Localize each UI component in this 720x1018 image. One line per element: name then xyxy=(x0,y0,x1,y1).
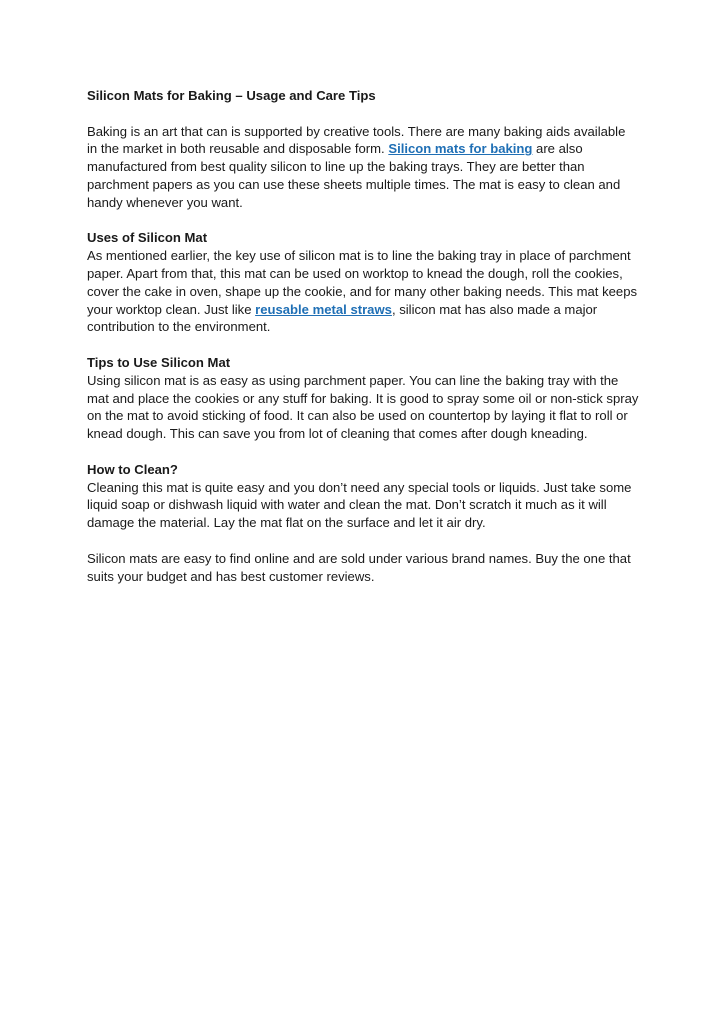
document-title: Silicon Mats for Baking – Usage and Care Tips xyxy=(87,88,376,103)
intro-text-before-link: Baking is an art that can is supported by creative tools. There are many baking aids available in the market in both reusable and disposable form. xyxy=(87,123,626,157)
uses-text-before-link: As mentioned earlier, the key use of silicon mat is to line the baking tray in place of parchment paper. Apart from that, this mat can be used on worktop to knead the dough, roll the cookies, cover the cake in oven, shape up the cookie, and for many other baking needs. This mat keeps your worktop clean. Just like xyxy=(87,248,638,317)
metal-straws-link[interactable]: reusable metal straws xyxy=(255,301,392,317)
silicon-mats-link[interactable]: Silicon mats for baking xyxy=(388,141,533,157)
clean-heading: How to Clean? xyxy=(87,461,178,477)
uses-section xyxy=(87,229,639,336)
document-page xyxy=(87,87,639,603)
closing-paragraph: Silicon mats are easy to find online and are sold under various brand names. Buy the one that suits your budget and has best customer reviews. xyxy=(87,550,631,584)
clean-section xyxy=(87,461,639,532)
uses-heading: Uses of Silicon Mat xyxy=(87,230,208,246)
uses-text-after-link: , silicon mat has also made a major contribution to the environment. xyxy=(87,301,598,335)
tips-heading: Tips to Use Silicon Mat xyxy=(87,354,231,370)
clean-body: Cleaning this mat is quite easy and you don’t need any special tools or liquids. Just take some liquid soap or dishwash liquid with water and clean the mat. Don’t scratch it much as it will damage the material. Lay the mat flat on the surface and let it air dry. xyxy=(87,479,632,531)
intro-paragraph xyxy=(87,123,639,212)
tips-body: Using silicon mat is as easy as using parchment paper. You can line the baking tray with the mat and place the cookies or any stuff for baking. It is good to spray some oil or non-stick spray on the mat to avoid sticking of food. It can also be used on countertop by laying it flat to roll or knead dough. This can save you from lot of cleaning that comes after dough kneading. xyxy=(87,372,639,442)
tips-section xyxy=(87,354,639,443)
intro-text-after-link: are also manufactured from best quality silicon to line up the baking trays. They are better than parchment papers as you can use these sheets multiple times. The mat is easy to clean and handy whenever you want. xyxy=(87,141,621,210)
